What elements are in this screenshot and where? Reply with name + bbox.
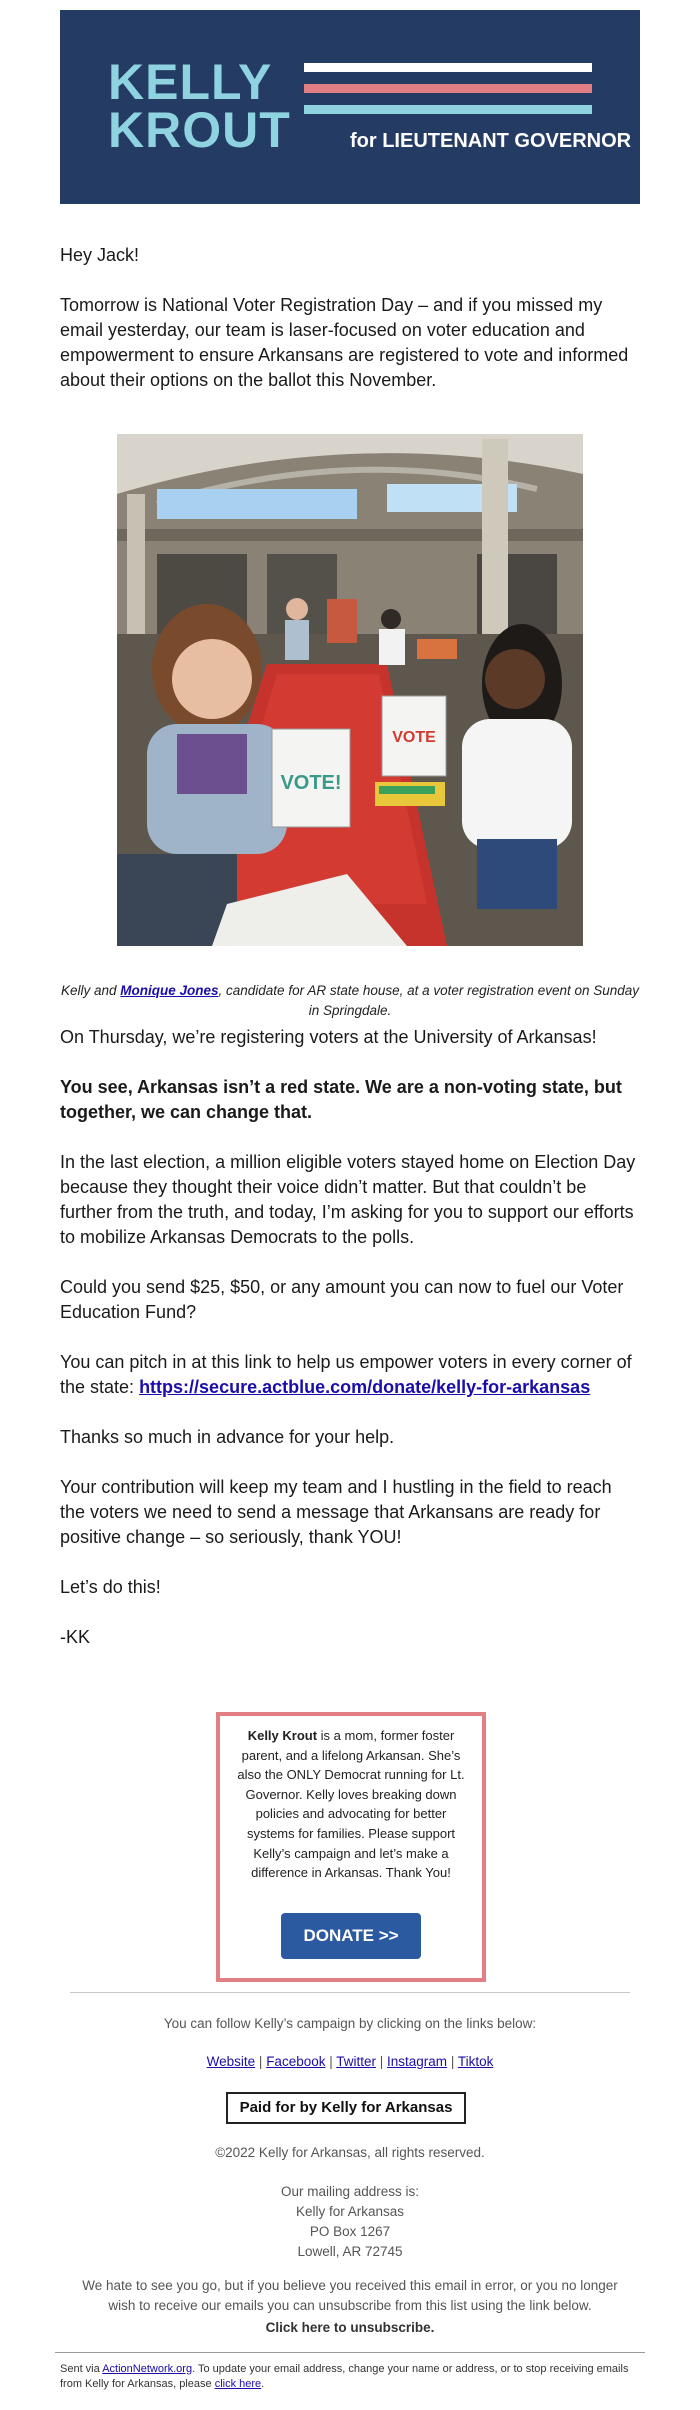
footer-divider	[70, 1992, 630, 1993]
instagram-link[interactable]: Instagram	[387, 2054, 448, 2069]
event-photo-illustration	[117, 434, 583, 946]
paragraph-thanks: Thanks so much in advance for your help.	[60, 1427, 395, 1447]
bio-name: Kelly Krout	[247, 1728, 318, 1743]
unsubscribe-text: We hate to see you go, but if you believe you received this email in error, or you no longer wish to receive our emails you can unsubscribe from this list using the link below.	[82, 2278, 618, 2313]
brand-name-line2: KROUT	[108, 102, 291, 158]
paragraph-red-state: You see, Arkansas isn’t a red state. We are a non-voting state, but together, we can change that.	[60, 1077, 622, 1122]
sent-via-end: .	[261, 2378, 265, 2390]
social-links: Website | Facebook | Twitter | Instagram | Tiktok	[206, 2054, 494, 2069]
caption-link-monique-jones[interactable]: Monique Jones	[120, 982, 219, 998]
caption-post: , candidate for AR state house, at a voter registration event on Sunday in Springdale.	[218, 982, 640, 1018]
paragraph-link-text: You can pitch in at this link to help us empower voters in every corner of the state:	[60, 1352, 632, 1397]
paragraph-lets-do-this: Let’s do this!	[60, 1577, 161, 1597]
address-line2: PO Box 1267	[309, 2224, 391, 2239]
unsubscribe-link-wrap	[60, 2318, 640, 2338]
manage-subscription-link[interactable]: click here	[214, 2378, 262, 2390]
bio-text	[236, 1726, 466, 1883]
header-banner	[60, 10, 640, 204]
paragraph-intro: Tomorrow is National Voter Registration Day – and if you missed my email yesterday, our team is laser-focused on voter education and empowerment to ensure Arkansans are registered to vote and informed about their options on the ballot this November.	[60, 295, 629, 390]
logo-stripe-pink	[304, 84, 592, 93]
brand-logo-name	[108, 54, 291, 158]
sent-via-text	[60, 2362, 640, 2392]
paragraph-link	[60, 1350, 640, 1400]
follow-text: You can follow Kelly’s campaign by clicking on the links below:	[163, 2016, 537, 2031]
event-photo	[117, 434, 583, 946]
paragraph-ask: Could you send $25, $50, or any amount you can now to fuel our Voter Education Fund?	[60, 1277, 624, 1322]
bottom-divider	[55, 2352, 645, 2353]
caption-pre: Kelly and	[60, 982, 121, 998]
copyright: ©2022 Kelly for Arkansas, all rights reserved.	[215, 2145, 485, 2160]
photo-sign-vote-2: VOTE	[392, 729, 436, 746]
twitter-link[interactable]: Twitter	[336, 2054, 377, 2069]
paragraph-last-election: In the last election, a million eligible voters stayed home on Election Day because they thought their voice didn’t matter. But that couldn’t be further from the truth, and today, I’m asking for you to support our efforts to mobilize Arkansas Democrats to the polls.	[60, 1152, 636, 1247]
signoff: -KK	[60, 1627, 91, 1647]
paragraph-contribution: Your contribution will keep my team and I hustling in the field to reach the voters we need to send a message that Arkansans are ready for positive change – so seriously, thank YOU!	[60, 1477, 612, 1547]
mailing-label: Our mailing address is:	[280, 2184, 420, 2199]
bio-description: is a mom, former foster parent, and a lifelong Arkansan. She’s also the ONLY Democrat running for Lt. Governor. Kelly loves breaking down policies and advocating for better systems for families. Please support Kelly’s campaign and let’s make a difference in Arkansas. Thank You!	[237, 1728, 465, 1881]
greeting: Hey Jack!	[60, 245, 140, 265]
logo-stripe-blue	[304, 105, 592, 114]
brand-subtitle: for LIEUTENANT GOVERNOR	[350, 130, 632, 152]
logo-stripe-white	[304, 63, 592, 72]
photo-sign-vote-1: VOTE!	[280, 772, 342, 794]
website-link[interactable]: Website	[206, 2054, 256, 2069]
facebook-link[interactable]: Facebook	[266, 2054, 326, 2069]
mailing-address	[60, 2182, 640, 2262]
bio-box	[216, 1712, 486, 1982]
tiktok-link[interactable]: Tiktok	[457, 2054, 494, 2069]
actionnetwork-link[interactable]: ActionNetwork.org	[102, 2363, 193, 2375]
photo-caption	[60, 981, 640, 1021]
sent-via-post: . To update your email address, change your name or address, or to stop receiving emails from Kelly for Arkansas, please	[60, 2363, 629, 2390]
donate-button[interactable]: DONATE >>	[281, 1913, 421, 1959]
paragraph-thursday: On Thursday, we’re registering voters at the University of Arkansas!	[60, 1027, 597, 1047]
sent-via-pre: Sent via	[60, 2363, 103, 2375]
brand-name-line1: KELLY	[108, 54, 273, 110]
address-line1: Kelly for Arkansas	[295, 2204, 405, 2219]
address-line3: Lowell, AR 72745	[297, 2244, 403, 2259]
unsubscribe-link[interactable]: Click here to unsubscribe.	[265, 2320, 435, 2335]
paid-for-disclaimer: Paid for by Kelly for Arkansas	[226, 2092, 466, 2124]
donate-link[interactable]: https://secure.actblue.com/donate/kelly-for-arkansas	[139, 1377, 591, 1397]
